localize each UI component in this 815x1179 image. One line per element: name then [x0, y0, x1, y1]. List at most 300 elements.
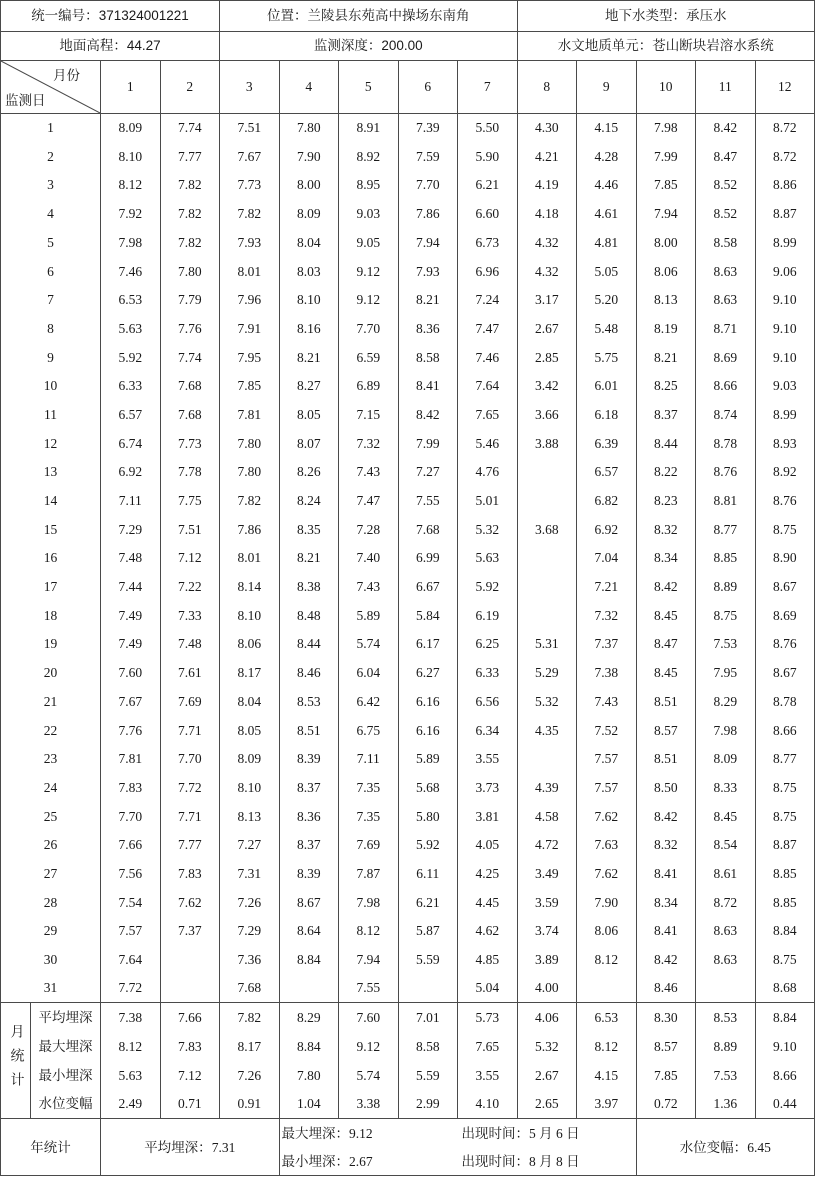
depth-value-cell: 7.35 [339, 773, 399, 802]
depth-value-cell: 8.74 [696, 400, 756, 429]
annual-range-cell [636, 1119, 815, 1176]
depth-value-cell: 8.21 [279, 544, 339, 573]
depth-value-cell: 7.51 [220, 114, 280, 143]
depth-value-cell: 8.63 [696, 286, 756, 315]
depth-value-cell: 8.21 [636, 343, 696, 372]
depth-value-cell [517, 601, 577, 630]
annual-min-time-value: 8 月 8 日 [529, 1153, 580, 1169]
depth-value-cell: 8.10 [101, 142, 161, 171]
annual-max-time-value: 5 月 6 日 [529, 1125, 580, 1141]
month-header-cell: 1 [101, 61, 161, 114]
depth-value-cell: 5.84 [398, 601, 458, 630]
depth-value-cell: 8.75 [755, 515, 815, 544]
monthly-stat-value-cell: 7.53 [696, 1061, 756, 1090]
depth-value-cell [160, 974, 220, 1003]
depth-value-cell: 4.45 [458, 888, 518, 917]
depth-value-cell: 7.85 [636, 171, 696, 200]
monthly-stat-value-cell: 5.74 [339, 1061, 399, 1090]
table-row [1, 888, 815, 917]
table-row [1, 802, 815, 831]
depth-value-cell: 8.00 [636, 228, 696, 257]
table-row [1, 716, 815, 745]
depth-value-cell: 8.23 [636, 486, 696, 515]
day-number-cell: 6 [1, 257, 101, 286]
depth-value-cell: 4.18 [517, 200, 577, 229]
table-row [1, 544, 815, 573]
corner-month-label: 月份 [53, 68, 80, 83]
depth-value-cell: 7.74 [160, 114, 220, 143]
depth-value-cell [517, 745, 577, 774]
depth-value-cell: 8.72 [755, 142, 815, 171]
depth-value-cell: 5.90 [458, 142, 518, 171]
table-row [1, 142, 815, 171]
monthly-stat-value-cell: 3.97 [577, 1090, 637, 1119]
table-row [1, 429, 815, 458]
depth-value-cell: 9.10 [755, 286, 815, 315]
depth-value-cell: 5.63 [458, 544, 518, 573]
hydrogeology-unit-label: 水文地质单元： [557, 38, 653, 54]
depth-value-cell: 8.52 [696, 200, 756, 229]
day-number-cell: 11 [1, 400, 101, 429]
monthly-stat-value-cell: 8.30 [636, 1003, 696, 1032]
depth-value-cell: 7.62 [577, 859, 637, 888]
depth-value-cell: 7.29 [220, 917, 280, 946]
monthly-stat-value-cell: 8.12 [101, 1032, 161, 1061]
annual-range-value: 6.45 [747, 1139, 771, 1155]
depth-value-cell: 8.35 [279, 515, 339, 544]
depth-value-cell: 6.16 [398, 716, 458, 745]
depth-value-cell: 8.85 [755, 859, 815, 888]
day-number-cell: 19 [1, 630, 101, 659]
depth-value-cell: 7.49 [101, 601, 161, 630]
depth-value-cell: 8.32 [636, 515, 696, 544]
monthly-stat-value-cell: 7.85 [636, 1061, 696, 1090]
monthly-stat-value-cell: 8.29 [279, 1003, 339, 1032]
annual-extremes-grid [280, 1119, 636, 1175]
depth-value-cell: 8.33 [696, 773, 756, 802]
depth-value-cell: 8.10 [279, 286, 339, 315]
depth-value-cell: 8.04 [220, 687, 280, 716]
depth-value-cell: 5.29 [517, 659, 577, 688]
table-row [1, 745, 815, 774]
month-header-cell: 4 [279, 61, 339, 114]
depth-value-cell: 5.75 [577, 343, 637, 372]
depth-value-cell: 7.72 [160, 773, 220, 802]
depth-value-cell: 6.67 [398, 573, 458, 602]
depth-value-cell: 7.70 [160, 745, 220, 774]
depth-value-cell: 8.46 [279, 659, 339, 688]
depth-value-cell: 6.42 [339, 687, 399, 716]
depth-value-cell: 8.37 [279, 831, 339, 860]
monthly-stat-row [1, 1090, 815, 1119]
depth-value-cell: 7.81 [101, 745, 161, 774]
depth-value-cell: 8.53 [279, 687, 339, 716]
day-number-cell: 26 [1, 831, 101, 860]
depth-value-cell: 8.16 [279, 314, 339, 343]
annual-min-depth-label: 最小埋深： [281, 1153, 349, 1169]
monthly-stat-value-cell: 2.99 [398, 1090, 458, 1119]
depth-value-cell: 3.42 [517, 372, 577, 401]
depth-value-cell: 7.70 [398, 171, 458, 200]
depth-value-cell: 9.03 [339, 200, 399, 229]
depth-value-cell: 7.12 [160, 544, 220, 573]
depth-value-cell: 8.06 [636, 257, 696, 286]
annual-min-depth-value: 2.67 [349, 1153, 373, 1169]
depth-value-cell: 7.98 [339, 888, 399, 917]
depth-value-cell [696, 974, 756, 1003]
depth-value-cell: 5.01 [458, 486, 518, 515]
depth-value-cell: 8.01 [220, 257, 280, 286]
depth-value-cell: 6.92 [101, 458, 161, 487]
monthly-stat-value-cell: 2.65 [517, 1090, 577, 1119]
depth-value-cell: 7.71 [160, 716, 220, 745]
depth-value-cell: 7.37 [577, 630, 637, 659]
monthly-stat-value-cell: 0.91 [220, 1090, 280, 1119]
depth-value-cell: 7.93 [220, 228, 280, 257]
depth-value-cell: 5.59 [398, 945, 458, 974]
table-row [1, 630, 815, 659]
depth-value-cell: 8.92 [339, 142, 399, 171]
annual-min-time [460, 1147, 636, 1175]
depth-value-cell: 7.26 [220, 888, 280, 917]
month-header-cell: 9 [577, 61, 637, 114]
month-header-cell: 6 [398, 61, 458, 114]
depth-value-cell: 7.82 [160, 228, 220, 257]
depth-value-cell: 7.70 [101, 802, 161, 831]
depth-value-cell [577, 974, 637, 1003]
depth-value-cell: 6.60 [458, 200, 518, 229]
depth-value-cell: 7.83 [101, 773, 161, 802]
depth-value-cell: 8.87 [755, 831, 815, 860]
depth-value-cell: 7.80 [220, 429, 280, 458]
depth-value-cell: 8.12 [101, 171, 161, 200]
depth-value-cell: 2.85 [517, 343, 577, 372]
depth-value-cell: 8.63 [696, 257, 756, 286]
monthly-stat-value-cell: 7.83 [160, 1032, 220, 1061]
depth-value-cell: 7.48 [101, 544, 161, 573]
month-header-cell: 11 [696, 61, 756, 114]
depth-value-cell: 7.76 [160, 314, 220, 343]
depth-value-cell: 5.68 [398, 773, 458, 802]
table-row [1, 486, 815, 515]
monthly-stat-value-cell: 8.84 [279, 1032, 339, 1061]
depth-value-cell: 7.57 [101, 917, 161, 946]
depth-value-cell: 8.95 [339, 171, 399, 200]
depth-value-cell: 5.32 [458, 515, 518, 544]
depth-value-cell: 7.90 [577, 888, 637, 917]
table-row [1, 286, 815, 315]
depth-value-cell: 7.63 [577, 831, 637, 860]
depth-value-cell: 8.99 [755, 400, 815, 429]
depth-value-cell: 6.16 [398, 687, 458, 716]
depth-value-cell: 8.10 [220, 601, 280, 630]
table-row [1, 257, 815, 286]
depth-value-cell: 3.68 [517, 515, 577, 544]
depth-value-cell: 7.51 [160, 515, 220, 544]
depth-value-cell: 7.90 [279, 142, 339, 171]
depth-value-cell: 8.22 [636, 458, 696, 487]
hydrogeology-unit-cell [517, 32, 815, 61]
depth-value-cell: 7.39 [398, 114, 458, 143]
depth-value-cell: 8.57 [636, 716, 696, 745]
info-row-1 [1, 1, 815, 32]
depth-value-cell: 8.36 [398, 314, 458, 343]
monthly-stats-group-cell [1, 1003, 31, 1119]
depth-value-cell: 8.44 [636, 429, 696, 458]
depth-value-cell: 7.99 [636, 142, 696, 171]
depth-value-cell [517, 544, 577, 573]
annual-extremes-cell [279, 1119, 636, 1176]
monthly-stat-value-cell: 9.10 [755, 1032, 815, 1061]
table-header [1, 1, 815, 114]
depth-value-cell: 7.94 [398, 228, 458, 257]
depth-value-cell: 7.62 [160, 888, 220, 917]
depth-value-cell: 4.30 [517, 114, 577, 143]
depth-value-cell: 6.96 [458, 257, 518, 286]
depth-value-cell: 8.42 [398, 400, 458, 429]
monitoring-depth-cell [220, 32, 518, 61]
depth-value-cell: 8.78 [755, 687, 815, 716]
monthly-stat-value-cell: 9.12 [339, 1032, 399, 1061]
depth-value-cell: 7.60 [101, 659, 161, 688]
depth-value-cell: 8.42 [696, 114, 756, 143]
depth-value-cell: 7.46 [458, 343, 518, 372]
depth-value-cell: 8.76 [755, 630, 815, 659]
location-value: 兰陵县东苑高中操场东南角 [307, 8, 470, 24]
depth-value-cell: 8.24 [279, 486, 339, 515]
monthly-stat-value-cell: 8.84 [755, 1003, 815, 1032]
table-row [1, 200, 815, 229]
depth-value-cell: 8.06 [220, 630, 280, 659]
depth-value-cell: 8.32 [636, 831, 696, 860]
table-row [1, 458, 815, 487]
depth-value-cell: 7.94 [636, 200, 696, 229]
annual-max-depth-value: 9.12 [349, 1125, 373, 1141]
depth-value-cell: 8.45 [696, 802, 756, 831]
location-cell [220, 1, 518, 32]
month-header-cell: 8 [517, 61, 577, 114]
annual-average-cell [101, 1119, 280, 1176]
location-label: 位置： [267, 8, 308, 24]
day-number-cell: 31 [1, 974, 101, 1003]
monthly-stat-value-cell: 5.63 [101, 1061, 161, 1090]
depth-value-cell: 7.47 [339, 486, 399, 515]
depth-value-cell: 8.26 [279, 458, 339, 487]
depth-value-cell: 7.21 [577, 573, 637, 602]
depth-value-cell: 6.57 [577, 458, 637, 487]
month-header-cell: 7 [458, 61, 518, 114]
monthly-stat-value-cell: 8.17 [220, 1032, 280, 1061]
depth-value-cell: 8.38 [279, 573, 339, 602]
table-row [1, 228, 815, 257]
monthly-stat-value-cell: 8.12 [577, 1032, 637, 1061]
depth-value-cell: 8.91 [339, 114, 399, 143]
depth-value-cell: 8.06 [577, 917, 637, 946]
depth-value-cell: 6.75 [339, 716, 399, 745]
monthly-stat-value-cell: 7.80 [279, 1061, 339, 1090]
annual-max-time [460, 1119, 636, 1147]
depth-value-cell: 8.09 [279, 200, 339, 229]
depth-value-cell: 5.05 [577, 257, 637, 286]
depth-value-cell: 8.45 [636, 601, 696, 630]
day-number-cell: 21 [1, 687, 101, 716]
depth-value-cell: 4.85 [458, 945, 518, 974]
depth-value-cell: 7.87 [339, 859, 399, 888]
monthly-stat-value-cell: 1.36 [696, 1090, 756, 1119]
depth-value-cell: 8.90 [755, 544, 815, 573]
table-row [1, 974, 815, 1003]
monthly-stat-label: 水位变幅 [31, 1090, 101, 1119]
depth-value-cell: 7.86 [398, 200, 458, 229]
depth-value-cell: 8.05 [279, 400, 339, 429]
depth-value-cell: 8.04 [279, 228, 339, 257]
depth-value-cell: 5.89 [398, 745, 458, 774]
depth-value-cell: 4.05 [458, 831, 518, 860]
depth-value-cell: 8.13 [636, 286, 696, 315]
depth-value-cell: 6.89 [339, 372, 399, 401]
month-header-cell: 10 [636, 61, 696, 114]
table-row [1, 171, 815, 200]
water-type-label: 地下水类型： [605, 8, 686, 24]
depth-value-cell: 8.75 [696, 601, 756, 630]
depth-value-cell: 5.50 [458, 114, 518, 143]
day-number-cell: 18 [1, 601, 101, 630]
depth-value-cell [517, 486, 577, 515]
annual-min-depth [280, 1147, 460, 1175]
depth-value-cell: 8.12 [577, 945, 637, 974]
depth-value-cell: 8.93 [755, 429, 815, 458]
depth-value-cell: 7.43 [339, 573, 399, 602]
monthly-stat-row [1, 1061, 815, 1090]
depth-value-cell: 7.69 [339, 831, 399, 860]
depth-value-cell: 7.92 [101, 200, 161, 229]
monthly-stat-value-cell: 5.73 [458, 1003, 518, 1032]
depth-value-cell: 7.67 [101, 687, 161, 716]
depth-value-cell: 7.40 [339, 544, 399, 573]
depth-value-cell: 7.76 [101, 716, 161, 745]
depth-value-cell: 8.78 [696, 429, 756, 458]
depth-value-cell: 9.12 [339, 286, 399, 315]
depth-value-cell: 8.76 [696, 458, 756, 487]
day-number-cell: 3 [1, 171, 101, 200]
depth-value-cell: 3.89 [517, 945, 577, 974]
monthly-stat-value-cell: 1.04 [279, 1090, 339, 1119]
depth-value-cell: 4.15 [577, 114, 637, 143]
depth-value-cell: 5.20 [577, 286, 637, 315]
table-row [1, 945, 815, 974]
monthly-stat-value-cell: 5.59 [398, 1061, 458, 1090]
depth-value-cell: 7.36 [220, 945, 280, 974]
depth-value-cell: 9.06 [755, 257, 815, 286]
depth-value-cell: 8.41 [636, 917, 696, 946]
month-header-cell: 3 [220, 61, 280, 114]
table-row [1, 114, 815, 143]
depth-value-cell: 7.82 [220, 486, 280, 515]
monthly-stat-value-cell: 0.72 [636, 1090, 696, 1119]
depth-value-cell: 6.27 [398, 659, 458, 688]
depth-value-cell: 6.34 [458, 716, 518, 745]
depth-value-cell: 5.92 [101, 343, 161, 372]
monthly-stat-row [1, 1032, 815, 1061]
depth-value-cell: 8.69 [755, 601, 815, 630]
depth-value-cell: 7.53 [696, 630, 756, 659]
depth-value-cell: 9.12 [339, 257, 399, 286]
day-number-cell: 9 [1, 343, 101, 372]
depth-value-cell: 8.52 [696, 171, 756, 200]
depth-value-cell: 3.73 [458, 773, 518, 802]
depth-value-cell: 6.11 [398, 859, 458, 888]
day-number-cell: 30 [1, 945, 101, 974]
depth-value-cell: 3.49 [517, 859, 577, 888]
depth-value-cell: 6.33 [458, 659, 518, 688]
monthly-stat-value-cell: 7.26 [220, 1061, 280, 1090]
monthly-stat-value-cell: 7.38 [101, 1003, 161, 1032]
depth-value-cell: 3.17 [517, 286, 577, 315]
depth-value-cell: 5.46 [458, 429, 518, 458]
depth-value-cell: 7.48 [160, 630, 220, 659]
depth-value-cell: 5.80 [398, 802, 458, 831]
depth-value-cell: 8.71 [696, 314, 756, 343]
annual-max-depth-label: 最大埋深： [281, 1125, 349, 1141]
depth-value-cell: 8.03 [279, 257, 339, 286]
depth-value-cell: 8.46 [636, 974, 696, 1003]
day-number-cell: 20 [1, 659, 101, 688]
depth-value-cell: 5.89 [339, 601, 399, 630]
depth-value-cell: 7.95 [696, 659, 756, 688]
depth-value-cell: 7.80 [220, 458, 280, 487]
depth-value-cell: 6.19 [458, 601, 518, 630]
depth-value-cell: 7.82 [160, 200, 220, 229]
depth-value-cell: 8.01 [220, 544, 280, 573]
monthly-stat-value-cell: 5.32 [517, 1032, 577, 1061]
table-row [1, 601, 815, 630]
depth-value-cell: 8.09 [696, 745, 756, 774]
depth-value-cell: 7.74 [160, 343, 220, 372]
depth-value-cell: 7.77 [160, 831, 220, 860]
depth-value-cell: 4.25 [458, 859, 518, 888]
depth-value-cell: 7.43 [577, 687, 637, 716]
depth-value-cell: 4.46 [577, 171, 637, 200]
depth-value-cell: 7.35 [339, 802, 399, 831]
depth-value-cell: 5.04 [458, 974, 518, 1003]
table-row [1, 515, 815, 544]
corner-header-cell [1, 61, 101, 114]
depth-value-cell: 7.69 [160, 687, 220, 716]
depth-value-cell: 8.64 [279, 917, 339, 946]
depth-value-cell: 6.59 [339, 343, 399, 372]
month-header-cell: 12 [755, 61, 815, 114]
depth-value-cell: 6.04 [339, 659, 399, 688]
monthly-statistics [1, 1003, 815, 1119]
depth-value-cell: 8.12 [339, 917, 399, 946]
month-header-cell: 5 [339, 61, 399, 114]
depth-value-cell: 7.98 [101, 228, 161, 257]
depth-value-cell: 7.82 [160, 171, 220, 200]
depth-value-cell: 7.32 [339, 429, 399, 458]
depth-value-cell: 8.67 [279, 888, 339, 917]
depth-value-cell: 7.52 [577, 716, 637, 745]
depth-value-cell: 7.11 [101, 486, 161, 515]
monthly-stat-value-cell: 3.38 [339, 1090, 399, 1119]
day-number-cell: 27 [1, 859, 101, 888]
water-type-cell [517, 1, 815, 32]
table-row [1, 314, 815, 343]
depth-value-cell: 8.10 [220, 773, 280, 802]
depth-value-cell: 8.05 [220, 716, 280, 745]
day-number-cell: 17 [1, 573, 101, 602]
depth-value-cell: 8.41 [636, 859, 696, 888]
depth-value-cell: 4.62 [458, 917, 518, 946]
